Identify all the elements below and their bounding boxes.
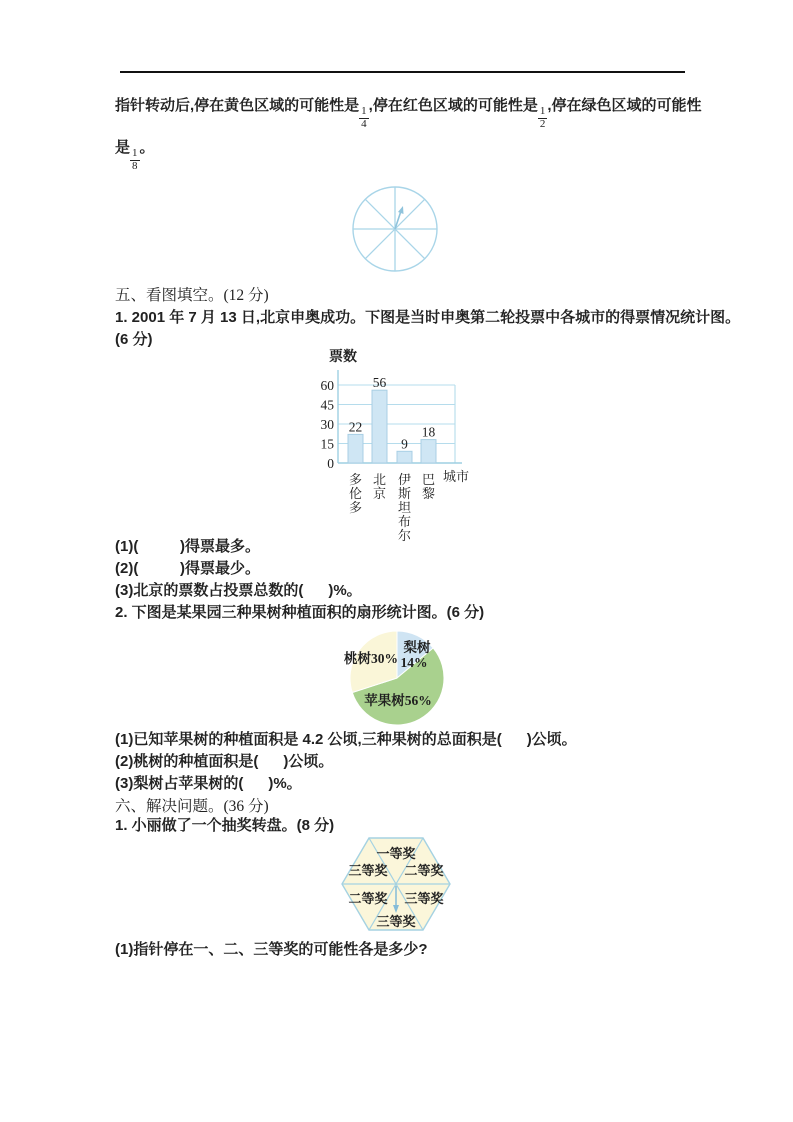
section5-q2-blank3: (3)梨树占苹果树的( )%。 (115, 775, 302, 792)
eight-sector-spinner-diagram (350, 184, 442, 276)
x-category-label: 黎 (421, 486, 436, 501)
section5-q1-blank3: (3)北京的票数占投票总数的( )%。 (115, 582, 362, 599)
section6-q1-question: (1)指针停在一、二、三等奖的可能性各是多少? (115, 941, 428, 958)
prize-wheel-hexagon-diagram (338, 834, 454, 934)
prize-label: 三等奖 (348, 863, 388, 878)
y-tick-label: 15 (320, 436, 334, 452)
pie-label: 桃树30% (344, 651, 398, 666)
section5-q2-statement: 2. 下图是某果园三种果树种植面积的扇形统计图。(6 分) (115, 604, 485, 621)
section5-q1-statement: 1. 2001 年 7 月 13 日,北京申奥成功。下图是当时申奥第二轮投票中各城市的得票情况统计图。 (115, 309, 741, 326)
x-category-label: 伊 (397, 472, 412, 487)
bar-北京 (372, 390, 387, 463)
fraction: $\frac{1}{2}$ (539, 105, 546, 130)
x-category-label: 斯 (397, 486, 412, 501)
bar-chart-ylabel: 票数 (329, 350, 357, 365)
x-category-label: 布 (397, 514, 412, 529)
section5-q2-blank2: (2)桃树的种植面积是( )公顷。 (115, 753, 334, 770)
prize-label: 三等奖 (376, 914, 416, 929)
bar-value-label: 22 (348, 419, 363, 435)
x-category-label: 多 (348, 472, 363, 487)
pie-label: 苹果树56% (364, 693, 432, 708)
intro-paragraph-line1: 指针转动后,停在黄色区域的可能性是 $\frac{1}{4}$ ,停在红色区域的可能性是 $\frac{1}{2}$ ,停在绿色区域的可能性 (115, 97, 702, 130)
section5-q1-blank1: (1)( )得票最多。 (115, 538, 260, 555)
section6-q1-statement: 1. 小丽做了一个抽奖转盘。(8 分) (115, 817, 335, 834)
prize-label: 一等奖 (376, 846, 416, 861)
bar-value-label: 18 (421, 424, 436, 440)
bar-巴黎 (421, 440, 436, 463)
y-tick-label: 60 (320, 378, 334, 393)
section5-q1-blank2: (2)( )得票最少。 (115, 560, 260, 577)
bar-chart-xlabel: 城市 (443, 469, 470, 484)
x-category-label: 尔 (397, 528, 412, 543)
prize-label: 二等奖 (404, 863, 444, 878)
section6-heading: 六、解决问题。(36 分) (115, 798, 269, 815)
bar-value-label: 56 (372, 375, 387, 391)
section5-q2-blank1: (1)已知苹果树的种植面积是 4.2 公顷,三种果树的总面积是( )公顷。 (115, 731, 577, 748)
intro-paragraph-line2: 是 $\frac{1}{8}$ 。 (115, 139, 155, 172)
top-rule (120, 71, 685, 73)
bar-伊斯坦布尔 (397, 451, 412, 463)
fraction: $\frac{1}{4}$ (361, 105, 367, 130)
y-tick-label: 45 (320, 397, 334, 413)
bar-多伦多 (348, 434, 363, 463)
pie-label: 14% (400, 655, 428, 670)
fruit-trees-pie-chart (344, 629, 450, 729)
prize-label: 二等奖 (348, 891, 388, 906)
y-tick-label: 30 (320, 417, 334, 432)
section5-q1-score: (6 分) (115, 331, 153, 348)
x-category-label: 巴 (421, 472, 436, 487)
x-category-label: 伦 (348, 486, 363, 501)
x-category-label: 坦 (397, 500, 412, 515)
x-category-label: 京 (372, 486, 387, 501)
spinner-pointer-head (398, 206, 404, 214)
x-category-label: 多 (348, 500, 363, 515)
pie-label: 梨树 (403, 640, 431, 655)
section5-heading: 五、看图填空。(12 分) (115, 287, 269, 304)
bar-value-label: 9 (401, 436, 408, 452)
prize-label: 三等奖 (404, 891, 444, 906)
y-tick-label: 0 (327, 456, 334, 471)
fraction: $\frac{1}{8}$ (132, 147, 138, 172)
x-category-label: 北 (372, 472, 387, 487)
votes-bar-chart (310, 346, 490, 551)
